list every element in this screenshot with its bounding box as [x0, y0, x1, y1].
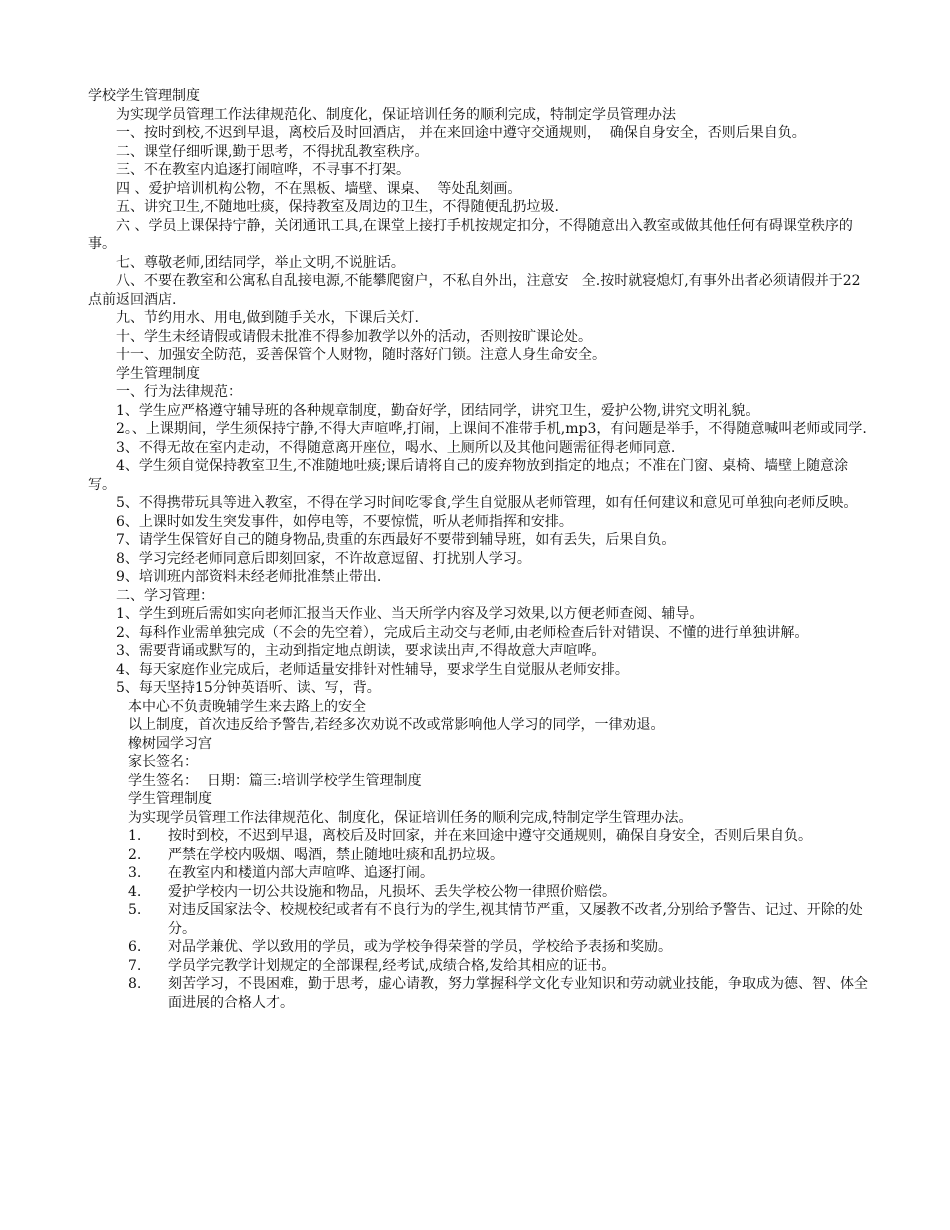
numbered-item	[88, 883, 868, 902]
closing-line: 学生管理制度	[128, 791, 212, 807]
part1-item: 四 、爱护培训机构公物，不在黑板、墙壁、课桌、 等处乱刻画。	[116, 180, 522, 197]
part1-item: 十、学生未经请假或请假未批准不得参加教学以外的活动，否则按旷课论处。	[116, 328, 592, 345]
item-number: 1.	[128, 828, 142, 844]
sub-title: 学生管理制度	[116, 365, 200, 382]
part1-item: 七、尊敬老师,团结同学，举止文明,不说脏话。	[116, 254, 405, 271]
item-number: 7.	[128, 957, 142, 974]
section1-item: 4、学生须自觉保持教室卫生,不准随地吐痰;课后请将自己的废弃物放到指定的地点；不准在门窗、桌椅、墙壁上随意涂写。	[88, 458, 849, 493]
section1-item: 9、培训班内部资料未经老师批准禁止带出.	[116, 569, 382, 585]
item-text: 严禁在学校内吸烟、喝酒，禁止随地吐痰和乱扔垃圾。	[168, 846, 504, 863]
section1-item: 3、不得无故在室内走动，不得随意离开座位，喝水、上厕所以及其他问题需征得老师同意.	[116, 439, 676, 456]
section1-item: 1、学生应严格遵守辅导班的各种规章制度，勤奋好学，团结同学，讲究卫生，爱护公物,讲究文明礼貌。	[116, 402, 760, 419]
item-text: 对违反国家法令、校规校纪或者有不良行为的学生,视其情节严重，又屡教不改者,分别给予警告、记过、开除的处分。	[168, 902, 863, 937]
student-signature-line: 学生签名： 日期：篇三:培训学校学生管理制度	[128, 772, 422, 789]
item-text: 学员学完教学计划规定的全部课程,经考试,成绩合格,发给其相应的证书。	[168, 957, 616, 974]
closing-line: 为实现学员管理工作法律规范化、制度化，保证培训任务的顺利完成,特制定学生管理办法。	[128, 809, 693, 826]
section2-item: 3、需要背诵或默写的，主动到指定地点朗读，要求读出声,不得故意大声喧哗。	[116, 643, 606, 659]
part1-item: 九、节约用水、用电,做到随手关水，下课后关灯.	[116, 310, 419, 326]
numbered-item	[88, 864, 868, 883]
section1-item: 7、请学生保管好自己的随身物品,贵重的东西最好不要带到辅导班，如有丢失，后果自负。	[116, 532, 676, 548]
section1-list	[88, 402, 868, 587]
item-number: 6.	[128, 939, 142, 955]
numbered-list	[88, 827, 868, 1012]
part1-item: 二、课堂仔细听课,勤于思考，不得扰乱教室秩序。	[116, 143, 429, 160]
numbered-item	[88, 957, 868, 976]
numbered-item	[88, 901, 868, 938]
part1-item: 三、不在教室内追逐打闹喧哗，不寻事不打架。	[116, 162, 410, 178]
closing-line: 橡树园学习宫	[128, 735, 212, 752]
closing-line: 以上制度，首次违反给予警告,若经多次劝说不改或常影响他人学习的同学，一律劝退。	[128, 717, 665, 733]
section1-title: 一、行为法律规范：	[116, 384, 242, 400]
section1-item: 8、学习完经老师同意后即刻回家，不许故意逗留、打扰别人学习。	[116, 550, 531, 567]
item-number: 8.	[128, 976, 142, 992]
item-text: 按时到校，不迟到早退，离校后及时回家，并在来回途中遵守交通规则，确保自身安全，否则后果自负。	[168, 828, 812, 844]
section1-item: 6、上课时如发生突发事件，如停电等，不要惊慌，听从老师指挥和安排。	[116, 513, 573, 530]
item-text: 爱护学校内一切公共设施和物品，凡损坏、丢失学校公物一律照价赔偿。	[168, 883, 616, 900]
section1-item: 5、不得携带玩具等进入教室，不得在学习时间吃零食,学生自觉服从老师管理，如有任何建议和意见可单独向老师反映。	[116, 495, 858, 511]
section2-list	[88, 605, 868, 698]
item-number: 4.	[128, 883, 142, 900]
numbered-item	[88, 938, 868, 957]
part1-list	[88, 124, 868, 365]
numbered-item	[88, 827, 868, 846]
section2-title: 二、学习管理：	[116, 587, 214, 604]
part1-item: 十一、加强安全防范，妥善保管个人财物，随时落好门锁。注意人身生命安全。	[116, 347, 606, 363]
item-number: 5.	[128, 902, 142, 918]
section2-item: 5、每天坚持15分钟英语听、读、写，背。	[116, 680, 381, 696]
part1-item: 六 、学员上课保持宁静，关闭通讯工具,在课堂上接打手机按规定扣分，不得随意出入教室或做其他任何有碍课堂秩序的事。	[88, 217, 853, 252]
numbered-item	[88, 975, 868, 1012]
item-text: 对品学兼优、学以致用的学员，或为学校争得荣誉的学员，学校给予表扬和奖励。	[168, 939, 672, 955]
doc-intro: 为实现学员管理工作法律规范化、制度化，保证培训任务的顺利完成，特制定学员管理办法	[116, 106, 676, 123]
section2-item: 1、学生到班后需如实向老师汇报当天作业、当天所学内容及学习效果,以方便老师查阅、辅导。	[116, 606, 704, 622]
doc-title: 学校学生管理制度	[88, 88, 200, 104]
section2-item: 2、每科作业需单独完成（不会的先空着），完成后主动交与老师,由老师检查后针对错误、不懂的进行单独讲解。	[116, 624, 809, 641]
item-text: 刻苦学习，不畏困难，勤于思考，虚心请教，努力掌握科学文化专业知识和劳动就业技能，争取成为德、智、体全面进展的合格人才。	[168, 976, 868, 1011]
closing-line: 本中心不负责晚辅学生来去路上的安全	[128, 698, 366, 715]
section2-item: 4、每天家庭作业完成后，老师适量安排针对性辅导，要求学生自觉服从老师安排。	[116, 661, 629, 678]
section1-item: 2。、上课期间，学生须保持宁静,不得大声喧哗,打闹，上课间不准带手机,mp3，有问题是举手，不得随意喊叫老师或同学.	[116, 421, 867, 437]
item-text: 在教室内和楼道内部大声喧哗、追逐打闹。	[168, 865, 434, 881]
part1-item: 八、不要在教室和公寓私自乱接电源,不能攀爬窗户，不私自外出，注意安 全.按时就寝熄灯,有事外出者必须请假并于22点前返回酒店.	[88, 273, 861, 308]
item-number: 2.	[128, 846, 142, 863]
part1-item: 五、讲究卫生,不随地吐痰，保持教室及周边的卫生，不得随便乱扔垃圾.	[116, 199, 559, 215]
parent-signature-line: 家长签名：	[128, 754, 198, 770]
numbered-item	[88, 846, 868, 865]
closing-block	[88, 698, 868, 828]
document-page	[88, 87, 868, 1012]
item-number: 3.	[128, 865, 142, 881]
part1-item: 一、按时到校,不迟到早退，离校后及时回酒店， 并在来回途中遵守交通规则， 确保自身安全，否则后果自负。	[116, 125, 806, 141]
